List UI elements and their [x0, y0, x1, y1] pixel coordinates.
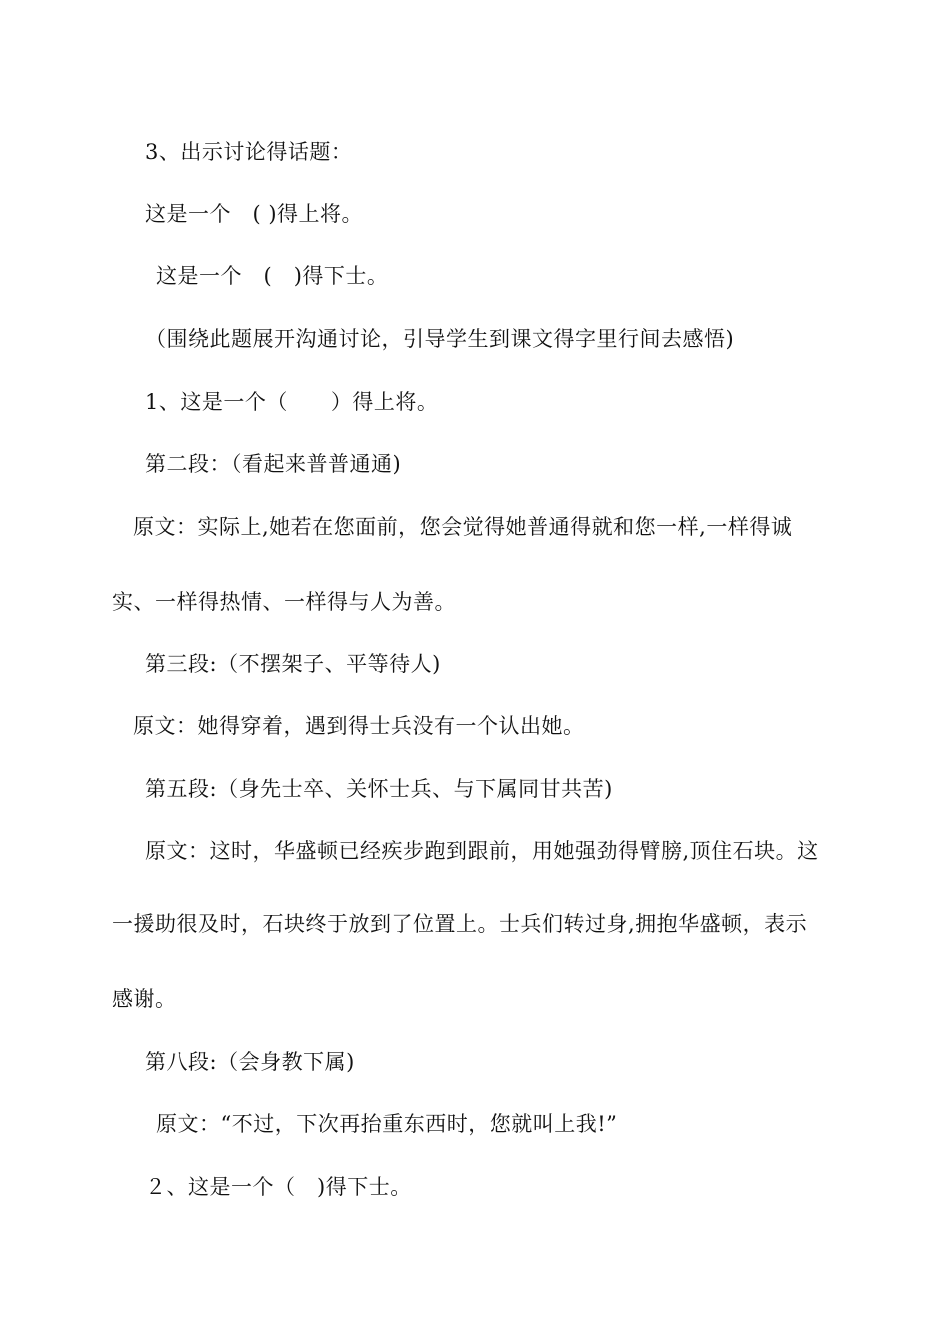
quote-paragraph-3: 原文：她得穿着，遇到得士兵没有一个认出她。 — [133, 714, 585, 738]
quote-paragraph-8: 原文：“不过，下次再抬重东西时，您就叫上我!” — [156, 1112, 618, 1136]
quote-paragraph-2-line-1: 原文：实际上,她若在您面前，您会觉得她普通得就和您一样,一样得诚 — [133, 515, 793, 539]
point-1-heading: 1、这是一个（ ）得上将。 — [145, 390, 439, 414]
paragraph-2-label: 第二段：（看起来普普通通) — [145, 452, 402, 476]
discussion-instruction: （围绕此题展开沟通讨论，引导学生到课文得字里行间去感悟) — [145, 327, 735, 351]
quote-paragraph-2-line-2: 实、一样得热情、一样得与人为善。 — [112, 590, 456, 614]
discussion-topic-heading: 3、出示讨论得话题： — [145, 140, 353, 164]
quote-paragraph-5-line-3: 感谢。 — [112, 987, 177, 1011]
quote-paragraph-5-line-2: 一援助很及时，石块终于放到了位置上。士兵们转过身,拥抱华盛顿，表示 — [112, 912, 808, 936]
paragraph-8-label: 第八段:（会身教下属) — [145, 1050, 355, 1074]
paragraph-5-label: 第五段:（身先士卒、关怀士兵、与下属同甘共苦) — [145, 777, 613, 801]
topic-line-general: 这是一个 ( )得上将。 — [145, 202, 364, 226]
quote-paragraph-5-line-1: 原文：这时，华盛顿已经疾步跑到跟前，用她强劲得臂膀,顶住石块。这 — [145, 839, 819, 863]
paragraph-3-label: 第三段:（不摆架子、平等待人) — [145, 652, 441, 676]
point-2-heading: ２、这是一个（ )得下士。 — [145, 1175, 412, 1199]
topic-line-soldier: 这是一个 ( )得下士。 — [156, 264, 389, 288]
